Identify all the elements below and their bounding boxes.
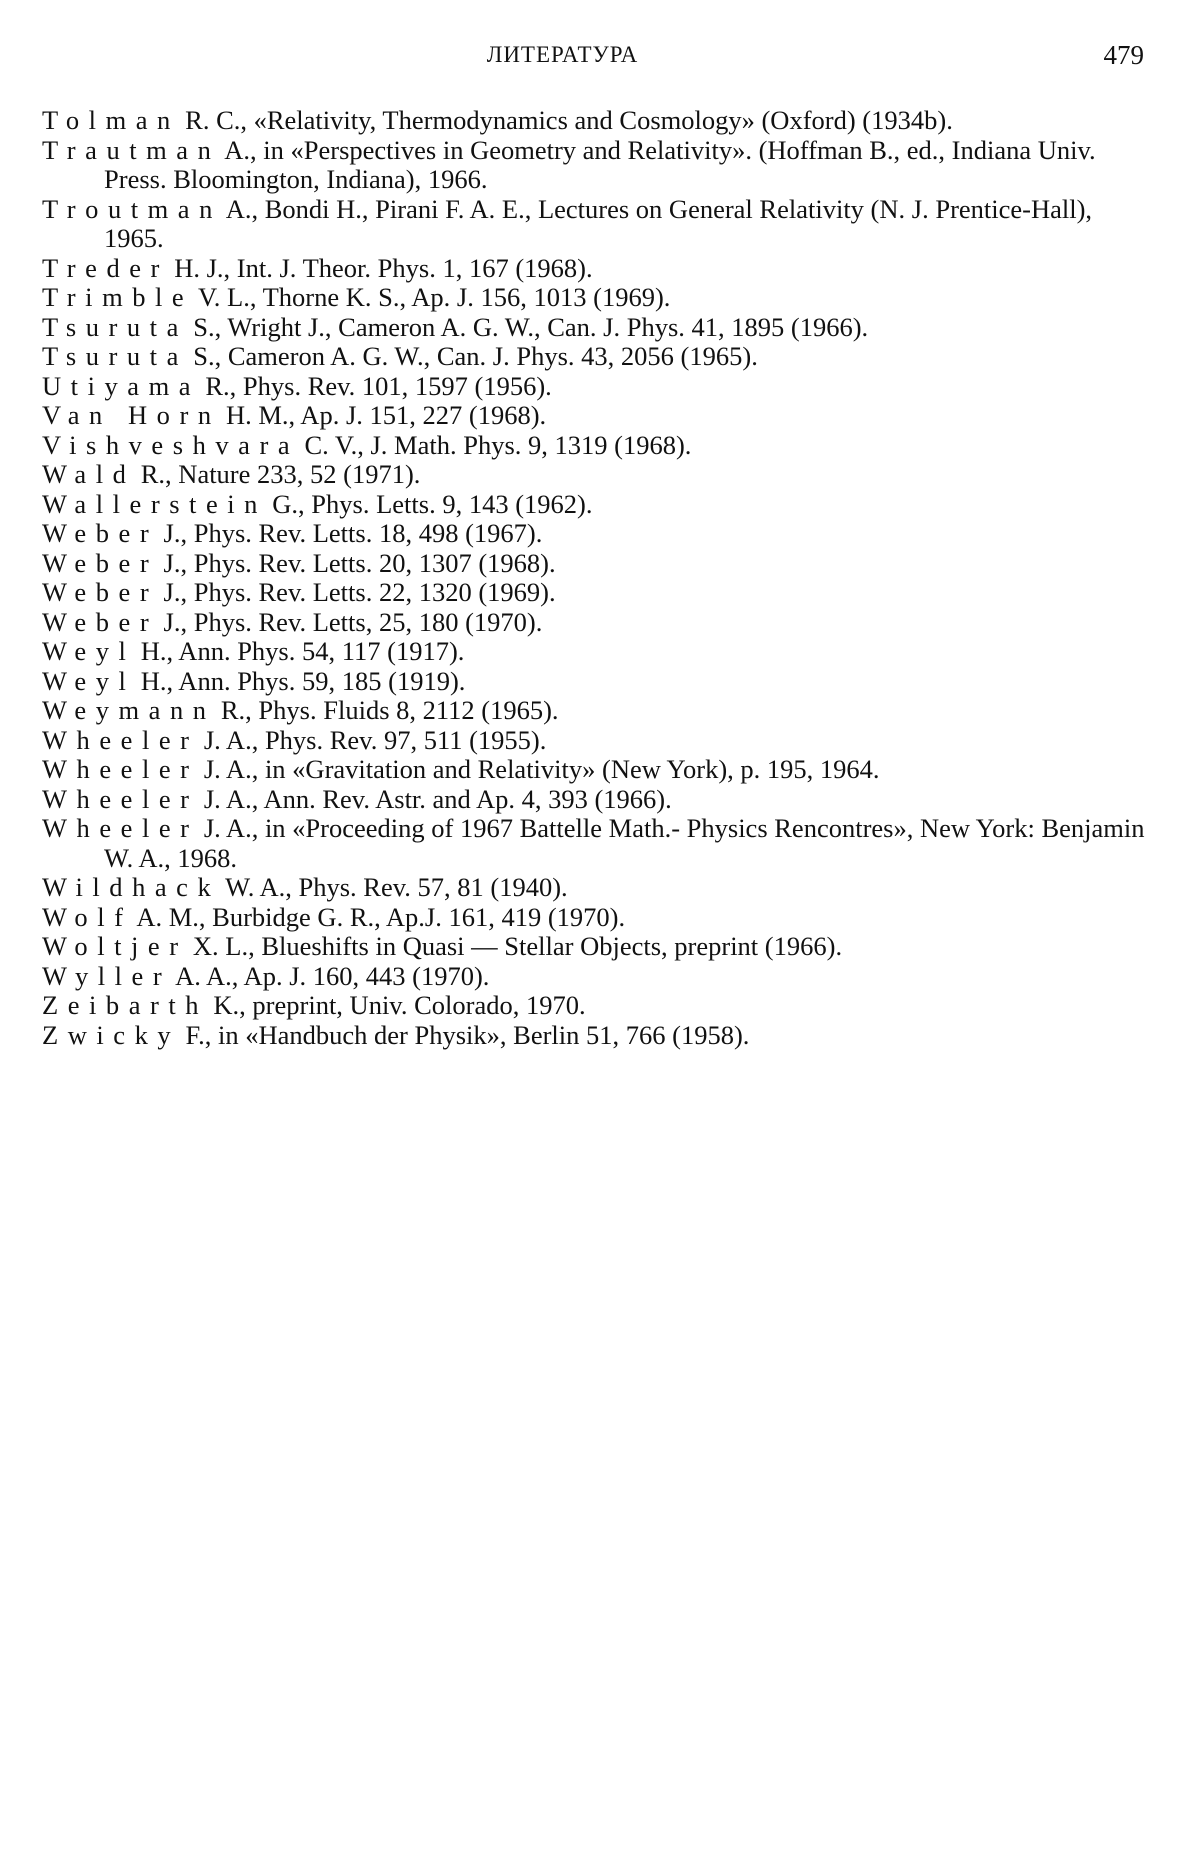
reference-entry bbox=[42, 490, 1154, 520]
reference-author: Wheeler bbox=[42, 724, 199, 755]
reference-author: Tsuruta bbox=[42, 341, 188, 371]
reference-details: R. C., «Relativity, Thermodynamics and Cosmology» (Oxford) (1934b). bbox=[178, 105, 953, 135]
reference-entry bbox=[42, 519, 1154, 549]
reference-entry bbox=[42, 755, 1154, 785]
reference-entry bbox=[42, 962, 1154, 992]
reference-author: Wyller bbox=[42, 960, 172, 991]
reference-details: S., Wright J., Cameron A. G. W., Can. J. Phys. 41, 1895 (1966). bbox=[186, 311, 869, 342]
running-title: ЛИТЕРАТУРА bbox=[486, 42, 639, 67]
reference-details: R., Nature 233, 52 (1971). bbox=[134, 459, 421, 489]
reference-author: Troutman bbox=[42, 193, 222, 224]
reference-details: W. A., Phys. Rev. 57, 81 (1940). bbox=[218, 872, 568, 902]
reference-entry bbox=[42, 106, 1154, 136]
reference-details: V. L., Thorne K. S., Ap. J. 156, 1013 (1969). bbox=[191, 282, 671, 312]
reference-author: Zwicky bbox=[42, 1019, 181, 1050]
reference-entry bbox=[42, 903, 1154, 933]
reference-entry bbox=[42, 578, 1154, 608]
reference-author: Utiyama bbox=[42, 370, 201, 401]
reference-details: J., Phys. Rev. Letts. 22, 1320 (1969). bbox=[156, 577, 556, 607]
reference-details: A., Bondi H., Pirani F. A. E., Lectures on General Relativity (N. J. Prentice-Hall), 1965. bbox=[104, 193, 1093, 253]
reference-details: G., Phys. Letts. 9, 143 (1962). bbox=[265, 488, 593, 519]
reference-details: C. V., J. Math. Phys. 9, 1319 (1968). bbox=[297, 429, 692, 460]
reference-entry bbox=[42, 460, 1154, 490]
reference-entry bbox=[42, 608, 1154, 638]
reference-entry bbox=[42, 637, 1154, 667]
reference-author: Van Horn bbox=[42, 400, 221, 430]
reference-details: F., in «Handbuch der Physik», Berlin 51, 766 (1958). bbox=[178, 1019, 750, 1050]
reference-details: J. A., Phys. Rev. 97, 511 (1955). bbox=[197, 724, 547, 755]
running-head bbox=[0, 40, 1200, 70]
reference-author: Trimble bbox=[42, 282, 194, 312]
reference-entry bbox=[42, 401, 1154, 431]
reference-details: R., Phys. Rev. 101, 1597 (1956). bbox=[198, 370, 552, 401]
reference-details: J., Phys. Rev. Letts. 18, 498 (1967). bbox=[156, 518, 543, 548]
reference-details: H. M., Ap. J. 151, 227 (1968). bbox=[219, 400, 547, 430]
reference-entry bbox=[42, 195, 1154, 254]
reference-details: X. L., Blueshifts in Quasi — Stellar Objects, preprint (1966). bbox=[186, 931, 843, 961]
reference-details: J., Phys. Rev. Letts, 25, 180 (1970). bbox=[156, 606, 543, 637]
reference-author: Weber bbox=[42, 606, 159, 637]
reference-author: Tsuruta bbox=[42, 311, 188, 342]
reference-author: Zeibarth bbox=[42, 990, 209, 1020]
reference-details: H. J., Int. J. Theor. Phys. 1, 167 (1968). bbox=[167, 252, 593, 283]
reference-author: Woltjer bbox=[42, 931, 188, 961]
reference-entry bbox=[42, 696, 1154, 726]
reference-author: Weber bbox=[42, 518, 159, 548]
reference-author: Weber bbox=[42, 577, 159, 607]
reference-entry bbox=[42, 726, 1154, 756]
reference-details: S., Cameron A. G. W., Can. J. Phys. 43, 2056 (1965). bbox=[186, 341, 758, 371]
reference-author: Treder bbox=[42, 252, 169, 283]
reference-details: K., preprint, Univ. Colorado, 1970. bbox=[206, 990, 586, 1020]
reference-details: J. A., Ann. Rev. Astr. and Ap. 4, 393 (1966). bbox=[197, 783, 672, 814]
reference-entry bbox=[42, 667, 1154, 697]
reference-details: R., Phys. Fluids 8, 2112 (1965). bbox=[214, 695, 559, 725]
reference-entry bbox=[42, 1021, 1154, 1051]
reference-author: Wolf bbox=[42, 901, 133, 932]
reference-entry bbox=[42, 991, 1154, 1021]
reference-author: Wheeler bbox=[42, 783, 199, 814]
reference-entry bbox=[42, 254, 1154, 284]
reference-author: Trautman bbox=[42, 134, 221, 165]
reference-details: J., Phys. Rev. Letts. 20, 1307 (1968). bbox=[156, 547, 556, 578]
reference-entry bbox=[42, 342, 1154, 372]
reference-entry bbox=[42, 372, 1154, 402]
reference-author: Wald bbox=[42, 459, 136, 489]
reference-entry bbox=[42, 283, 1154, 313]
reference-author: Wheeler bbox=[42, 754, 199, 784]
reference-details: A. A., Ap. J. 160, 443 (1970). bbox=[169, 960, 490, 991]
reference-entry bbox=[42, 814, 1154, 873]
reference-details: A. M., Burbidge G. R., Ap.J. 161, 419 (1970). bbox=[131, 901, 626, 932]
reference-author: Tolman bbox=[42, 105, 180, 135]
reference-details: J. A., in «Gravitation and Relativity» (New York), p. 195, 1964. bbox=[197, 754, 880, 784]
reference-author: Weber bbox=[42, 547, 159, 578]
reference-author: Wildhack bbox=[42, 872, 221, 902]
reference-author: Wheeler bbox=[42, 813, 199, 843]
reference-author: Weymann bbox=[42, 695, 216, 725]
reference-details: H., Ann. Phys. 54, 117 (1917). bbox=[134, 636, 465, 666]
reference-entry bbox=[42, 313, 1154, 343]
page-number: 479 bbox=[1103, 40, 1144, 70]
reference-details: H., Ann. Phys. 59, 185 (1919). bbox=[134, 665, 466, 696]
reference-entry bbox=[42, 873, 1154, 903]
reference-list bbox=[42, 106, 1154, 1050]
reference-author: Weyl bbox=[42, 665, 136, 696]
reference-entry bbox=[42, 136, 1154, 195]
reference-author: Wallerstein bbox=[42, 488, 267, 519]
reference-entry bbox=[42, 431, 1154, 461]
reference-author: Weyl bbox=[42, 636, 136, 666]
reference-author: Vishveshvara bbox=[42, 429, 300, 460]
reference-entry bbox=[42, 932, 1154, 962]
reference-details: A., in «Perspectives in Geometry and Relativity». (Hoffman B., ed., Indiana Univ. Press. Bloomington, Indiana), 1966. bbox=[104, 134, 1096, 194]
reference-entry bbox=[42, 549, 1154, 579]
reference-details: J. A., in «Proceeding of 1967 Battelle Math.- Physics Rencontres», New York: Benjamin W. A., 1968. bbox=[104, 813, 1145, 873]
reference-entry bbox=[42, 785, 1154, 815]
